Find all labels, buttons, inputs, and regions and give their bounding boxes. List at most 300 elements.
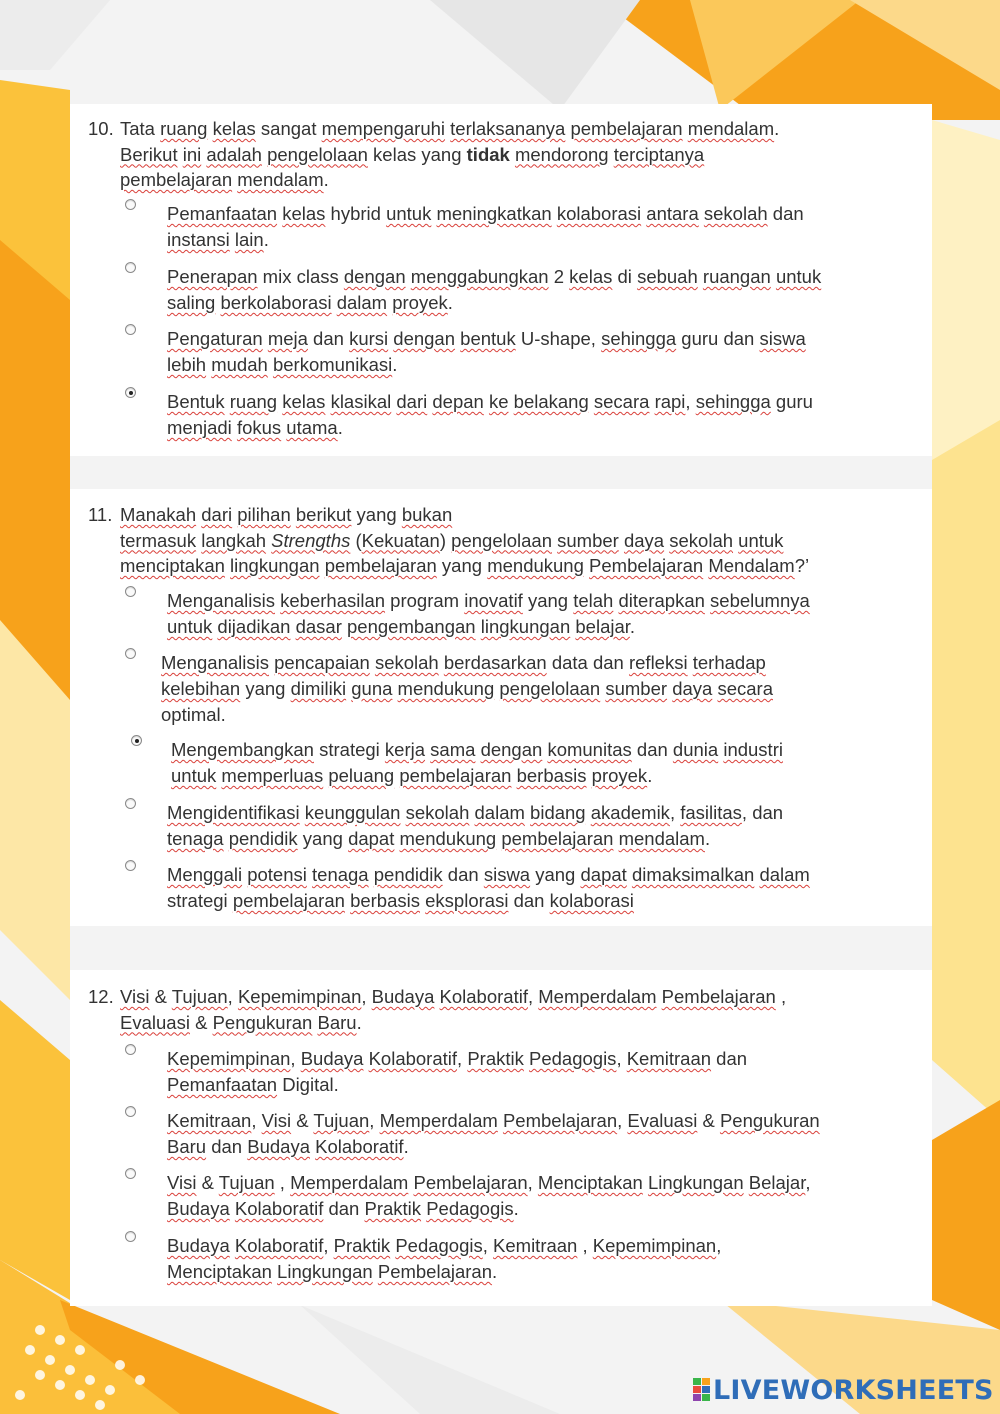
marked-word: pembelajaran xyxy=(324,555,437,576)
option-label xyxy=(161,650,931,728)
marked-word: berkolaborasi xyxy=(220,292,332,313)
marked-word: Baru xyxy=(167,1136,207,1157)
marked-word: peluang xyxy=(328,765,395,786)
text-line xyxy=(120,984,920,1010)
marked-word: fokus xyxy=(236,417,282,438)
marked-word: kelas xyxy=(282,391,326,412)
marked-word: Pedagogis xyxy=(529,1048,617,1069)
marked-word: Menciptakan xyxy=(537,1172,643,1193)
marked-word: dimiliki xyxy=(290,678,347,699)
text-run: yang xyxy=(530,864,581,885)
marked-word: Menganalisis xyxy=(161,652,269,673)
marked-word: ruangan xyxy=(702,266,771,287)
marked-word: Kemitraan xyxy=(493,1235,578,1256)
text-run: , xyxy=(361,986,372,1007)
text-run: U-shape, xyxy=(515,328,602,349)
radio-option-10d[interactable] xyxy=(125,387,136,398)
marked-word: mempengaruhi xyxy=(321,118,446,139)
marked-word: Kolaboratif xyxy=(439,986,528,1007)
radio-option-10c[interactable] xyxy=(125,324,136,335)
marked-word: Mengidentifikasi xyxy=(167,802,300,823)
marked-word: pengelolaan xyxy=(451,529,552,551)
question-number: 11. xyxy=(88,504,113,525)
marked-word: daya xyxy=(623,529,665,551)
marked-word: mendukung xyxy=(487,555,584,576)
radio-option-11c[interactable] xyxy=(131,735,142,746)
marked-word: dalam xyxy=(336,292,388,313)
marked-word: pembelajaran xyxy=(570,118,683,139)
text-line xyxy=(167,326,937,352)
text-line xyxy=(167,389,937,415)
marked-word: Kolaboratif xyxy=(234,1198,324,1219)
marked-word: fasilitas xyxy=(680,802,742,823)
text-line xyxy=(167,1072,937,1098)
marked-word: sehingga xyxy=(601,328,677,349)
text-line xyxy=(167,201,937,227)
text-line xyxy=(120,1010,920,1036)
marked-word: bidang xyxy=(530,802,586,823)
text-run: , xyxy=(616,1048,627,1069)
marked-word: Pemanfaatan xyxy=(167,203,278,224)
marked-word: berdasarkan xyxy=(443,652,547,673)
marked-word: dengan xyxy=(343,266,406,287)
text-run: . xyxy=(774,118,780,139)
text-run: , xyxy=(685,391,696,412)
marked-word: mendukung xyxy=(397,678,495,699)
text-run: , xyxy=(617,1110,628,1131)
option-label xyxy=(167,800,937,852)
marked-word: mendorong xyxy=(514,143,609,165)
marked-word: sebuah xyxy=(637,266,698,287)
marked-word: berbasis xyxy=(350,890,420,911)
text-line xyxy=(167,1046,937,1072)
marked-word: ruang xyxy=(160,118,208,139)
marked-word: mudah xyxy=(211,354,268,375)
question-text xyxy=(120,116,920,193)
text-run: & xyxy=(149,986,172,1007)
text-run: & xyxy=(291,1110,314,1131)
marked-word: industri xyxy=(723,739,783,760)
marked-word: Visi xyxy=(167,1172,197,1193)
marked-word: keberhasilan xyxy=(280,590,386,611)
marked-word: sekolah xyxy=(703,203,768,224)
marked-word: Kepemimpinan xyxy=(592,1235,717,1256)
text-line xyxy=(167,1233,937,1259)
marked-word: kelas xyxy=(212,118,256,139)
text-run: Digital. xyxy=(277,1074,339,1095)
marked-word: terciptanya xyxy=(613,143,705,165)
marked-word: adalah xyxy=(206,143,262,165)
marked-word: Kepemimpinan xyxy=(167,1048,291,1069)
text-run: , xyxy=(527,986,539,1007)
marked-word: mendalam xyxy=(237,169,324,190)
marked-word: proyek xyxy=(392,292,448,313)
marked-word: Kolaboratif xyxy=(368,1048,458,1069)
marked-word: pengelolaan xyxy=(267,143,368,165)
text-run: & xyxy=(189,1011,213,1033)
text-run: . xyxy=(704,828,711,849)
text-run: program xyxy=(385,590,465,611)
marked-word: Lingkungan xyxy=(277,1261,373,1282)
text-line xyxy=(167,415,937,441)
marked-word: Manakah xyxy=(120,504,197,525)
marked-word: Bentuk xyxy=(167,391,225,412)
text-run: dan xyxy=(323,1198,365,1219)
text-run: dan xyxy=(206,1136,248,1157)
text-line xyxy=(167,1170,937,1196)
marked-word: sumber xyxy=(605,678,668,699)
radio-option-10a[interactable] xyxy=(125,199,136,210)
text-line xyxy=(161,702,931,728)
marked-word: Belajar xyxy=(748,1172,806,1193)
text-run: , dan xyxy=(741,802,784,823)
text-run: dan xyxy=(631,739,673,760)
marked-word: meja xyxy=(267,328,308,349)
marked-word: bentuk xyxy=(460,328,516,349)
marked-word: dengan xyxy=(393,328,456,349)
marked-word: pencapaian xyxy=(274,652,370,673)
text-line xyxy=(167,826,937,852)
text-run: yang xyxy=(522,590,574,611)
question-card-11 xyxy=(70,489,932,926)
marked-word: tenaga xyxy=(167,828,224,849)
marked-word: pilihan xyxy=(237,504,291,525)
text-run: , xyxy=(482,1235,494,1256)
marked-word: akademik xyxy=(590,802,670,823)
option-label xyxy=(167,1046,937,1098)
marked-word: mendalam xyxy=(687,118,775,139)
text-run: ?’ xyxy=(794,555,810,576)
marked-word: siswa xyxy=(483,864,531,885)
text-line xyxy=(167,352,937,378)
marked-word: pembelajaran xyxy=(501,828,614,849)
text-run: yang xyxy=(351,504,402,525)
marked-word: memperluas xyxy=(221,765,324,786)
marked-word: Memperdalam xyxy=(290,1172,409,1193)
text-run: , xyxy=(369,1110,380,1131)
marked-word: kelebihan xyxy=(161,678,241,699)
radio-option-11e[interactable] xyxy=(125,860,136,871)
option-label xyxy=(167,201,937,253)
marked-word: tenaga xyxy=(312,864,369,885)
text-run: optimal. xyxy=(161,704,226,725)
question-number: 10. xyxy=(88,118,114,139)
text-run: yang xyxy=(240,678,291,699)
marked-word: Kekuatan xyxy=(361,529,440,551)
text-run: , xyxy=(527,1172,538,1193)
marked-word: pendidik xyxy=(228,828,298,849)
text-line xyxy=(167,1196,937,1222)
radio-option-12b[interactable] xyxy=(125,1106,136,1117)
marked-word: kelas xyxy=(282,203,326,224)
marked-word: Pembelajaran xyxy=(502,1110,618,1131)
text-line xyxy=(167,290,937,316)
marked-word: lebih xyxy=(167,354,207,375)
text-line xyxy=(167,800,937,826)
text-run: . xyxy=(263,229,269,250)
marked-word: telah xyxy=(573,590,614,611)
marked-word: tidak xyxy=(466,143,510,165)
marked-word: Evaluasi xyxy=(120,1011,190,1033)
marked-word: lingkungan xyxy=(480,616,571,637)
marked-word: potensi xyxy=(247,864,307,885)
text-run: dan xyxy=(307,328,350,349)
marked-word: dari xyxy=(396,391,428,412)
marked-word: dimaksimalkan xyxy=(631,864,755,885)
marked-word: dengan xyxy=(480,739,543,760)
marked-word: untuk xyxy=(386,203,432,224)
text-run: Tata xyxy=(120,118,161,139)
text-line xyxy=(167,1259,937,1285)
marked-word: Praktik xyxy=(333,1235,391,1256)
radio-option-11b[interactable] xyxy=(125,648,136,659)
marked-word: untuk xyxy=(167,616,213,637)
marked-word: Pembelajaran xyxy=(377,1261,493,1282)
text-run: . xyxy=(513,1198,519,1219)
text-line xyxy=(120,502,920,528)
text-run: , xyxy=(805,1172,811,1193)
question-stem-11 xyxy=(88,502,920,579)
brand-text: LIVEWORKSHEETS xyxy=(713,1374,994,1406)
liveworksheets-brand[interactable] xyxy=(693,1374,994,1406)
marked-word: meningkatkan xyxy=(436,203,552,224)
marked-word: lain xyxy=(234,229,264,250)
text-line xyxy=(167,888,937,914)
marked-word: sama xyxy=(430,739,476,760)
text-run: , xyxy=(716,1235,722,1256)
radio-option-11a[interactable] xyxy=(125,586,136,597)
marked-word: Tujuan xyxy=(313,1110,370,1131)
option-label xyxy=(167,326,937,378)
text-run: . xyxy=(647,765,653,786)
text-run: & xyxy=(697,1110,720,1131)
text-line xyxy=(161,650,931,676)
text-run: . xyxy=(392,354,398,375)
text-run: , xyxy=(323,1235,334,1256)
text-run: sangat xyxy=(255,118,322,139)
marked-word: komunitas xyxy=(547,739,632,760)
text-run: dan xyxy=(767,203,804,224)
marked-word: berikut xyxy=(295,504,352,525)
marked-word: Praktik xyxy=(467,1048,524,1069)
text-line xyxy=(167,227,937,253)
marked-word: instansi xyxy=(167,229,230,250)
marked-word: depan xyxy=(432,391,484,412)
marked-word: kolaborasi xyxy=(549,890,634,911)
text-run: hybrid xyxy=(325,203,387,224)
text-run: kelas yang xyxy=(367,143,467,165)
marked-word: untuk xyxy=(775,266,822,287)
marked-word: guna xyxy=(351,678,393,699)
marked-word: daya xyxy=(672,678,713,699)
text-run: & xyxy=(196,1172,219,1193)
marked-word: dijadikan xyxy=(217,616,291,637)
marked-word: pendidik xyxy=(373,864,443,885)
marked-word: untuk xyxy=(171,765,217,786)
radio-option-12d[interactable] xyxy=(125,1231,136,1242)
marked-word: Visi xyxy=(120,986,150,1007)
text-run: . xyxy=(323,169,329,190)
text-run: di xyxy=(612,266,638,287)
marked-word: Budaya xyxy=(167,1235,230,1256)
marked-word: kelas xyxy=(569,266,613,287)
marked-word: Pemanfaatan xyxy=(167,1074,278,1095)
text-run: , xyxy=(290,1048,301,1069)
radio-option-10b[interactable] xyxy=(125,262,136,273)
marked-word: sehingga xyxy=(695,391,771,412)
marked-word: Pengukuran xyxy=(212,1011,313,1033)
marked-word: Budaya xyxy=(300,1048,364,1069)
marked-word: untuk xyxy=(738,529,784,551)
text-run: , xyxy=(251,1110,262,1131)
marked-word: Memperdalam xyxy=(379,1110,498,1131)
text-line xyxy=(167,614,937,640)
marked-word: berkomunikasi xyxy=(272,354,393,375)
text-run: , xyxy=(457,1048,468,1069)
marked-word: dasar xyxy=(295,616,342,637)
text-run: mix class xyxy=(257,266,344,287)
marked-word: mendalam xyxy=(618,828,705,849)
marked-word: Lingkungan xyxy=(647,1172,744,1193)
marked-word: secara xyxy=(717,678,773,699)
text-run: ( xyxy=(350,529,362,551)
marked-word: dapat xyxy=(580,864,627,885)
option-label xyxy=(167,1233,937,1285)
text-run: dan xyxy=(711,1048,748,1069)
marked-word: sekolah xyxy=(405,802,470,823)
text-run: . xyxy=(447,292,453,313)
marked-word: menciptakan xyxy=(120,555,225,576)
marked-word: Pembelajaran xyxy=(589,555,704,576)
text-line xyxy=(120,528,920,554)
marked-word: belajar xyxy=(575,616,630,637)
marked-word: pengelolaan xyxy=(499,678,601,699)
marked-word: Pedagogis xyxy=(395,1235,483,1256)
marked-word: Pembelajaran xyxy=(661,986,776,1007)
marked-word: belakang xyxy=(513,391,589,412)
text-run: . xyxy=(337,417,343,438)
text-run: , xyxy=(775,986,787,1007)
text-run: dan xyxy=(508,890,550,911)
marked-word: Budaya xyxy=(371,986,435,1007)
marked-word: langkah xyxy=(201,529,267,551)
question-text xyxy=(120,502,920,579)
marked-word: sebelumnya xyxy=(710,590,810,611)
marked-word: dalam xyxy=(759,864,810,885)
text-run: , xyxy=(669,802,681,823)
marked-word: lingkungan xyxy=(230,555,320,576)
marked-word: rapi xyxy=(654,391,686,412)
marked-word: Strengths xyxy=(271,529,351,551)
marked-word: Menganalisis xyxy=(167,590,275,611)
marked-word: Kolaboratif xyxy=(315,1136,404,1157)
marked-word: Pedagogis xyxy=(426,1198,514,1219)
option-label xyxy=(167,1108,937,1160)
text-run: dan xyxy=(442,864,484,885)
marked-word: menggabungkan xyxy=(410,266,549,287)
marked-word: Mendalam xyxy=(708,555,795,576)
marked-word: Penerapan xyxy=(167,266,258,287)
marked-word: dunia xyxy=(672,739,719,760)
text-line xyxy=(167,1134,937,1160)
radio-option-12a[interactable] xyxy=(125,1044,136,1055)
marked-word: sekolah xyxy=(374,652,439,673)
marked-word: Visi xyxy=(261,1110,292,1131)
marked-word: Pengaturan xyxy=(167,328,263,349)
marked-word: eksplorasi xyxy=(425,890,509,911)
option-label xyxy=(167,588,937,640)
text-run: , xyxy=(577,1235,593,1256)
text-run: guru dan xyxy=(676,328,760,349)
text-run: . xyxy=(629,616,636,637)
question-text xyxy=(120,984,920,1035)
marked-word: kolaborasi xyxy=(556,203,642,224)
radio-option-12c[interactable] xyxy=(125,1168,136,1179)
marked-word: Baru xyxy=(317,1011,357,1033)
marked-word: Pengukuran xyxy=(719,1110,820,1131)
liveworksheets-logo-icon xyxy=(693,1378,711,1402)
marked-word: dari xyxy=(201,504,233,525)
text-line xyxy=(167,264,937,290)
marked-word: kerja xyxy=(384,739,426,760)
marked-word: pengembangan xyxy=(347,616,476,637)
option-label xyxy=(167,264,937,316)
question-card-10 xyxy=(70,104,932,456)
marked-word: secara xyxy=(593,391,650,412)
marked-word: termasuk xyxy=(120,529,197,551)
marked-word: refleksi xyxy=(628,652,688,673)
marked-word: Kepemimpinan xyxy=(237,986,362,1007)
question-stem-10 xyxy=(88,116,920,193)
question-stem-12 xyxy=(88,984,920,1035)
marked-word: kursi xyxy=(349,328,389,349)
text-run: 2 xyxy=(548,266,570,287)
marked-word: Kemitraan xyxy=(167,1110,252,1131)
marked-word: dalam xyxy=(474,802,525,823)
marked-word: klasikal xyxy=(330,391,392,412)
marked-word: menjadi xyxy=(167,417,232,438)
marked-word: ke xyxy=(488,391,509,412)
text-line xyxy=(120,116,920,142)
marked-word: Praktik xyxy=(364,1198,422,1219)
marked-word: Menciptakan xyxy=(167,1261,272,1282)
marked-word: terlaksananya xyxy=(450,118,566,139)
text-run: strategi xyxy=(167,890,233,911)
marked-word: Budaya xyxy=(247,1136,310,1157)
text-line xyxy=(120,167,920,193)
marked-word: utama xyxy=(286,417,338,438)
marked-word: Mengembangkan xyxy=(171,739,314,760)
marked-word: terhadap xyxy=(692,652,766,673)
marked-word: diterapkan xyxy=(618,590,705,611)
text-run: strategi xyxy=(313,739,385,760)
marked-word: pembelajaran xyxy=(120,169,233,190)
text-run: . xyxy=(492,1261,498,1282)
marked-word: saling xyxy=(167,292,216,313)
marked-word: sumber xyxy=(557,529,619,551)
text-line xyxy=(171,737,941,763)
text-run: guru xyxy=(770,391,813,412)
text-line xyxy=(167,862,937,888)
text-run: , xyxy=(274,1172,291,1193)
marked-word: pembelajaran xyxy=(232,890,345,911)
marked-word: Budaya xyxy=(167,1198,230,1219)
text-run: . xyxy=(403,1136,409,1157)
marked-word: pembelajaran xyxy=(399,765,512,786)
marked-word: siswa xyxy=(759,328,806,349)
radio-option-11d[interactable] xyxy=(125,798,136,809)
marked-word: Menggali xyxy=(167,864,243,885)
